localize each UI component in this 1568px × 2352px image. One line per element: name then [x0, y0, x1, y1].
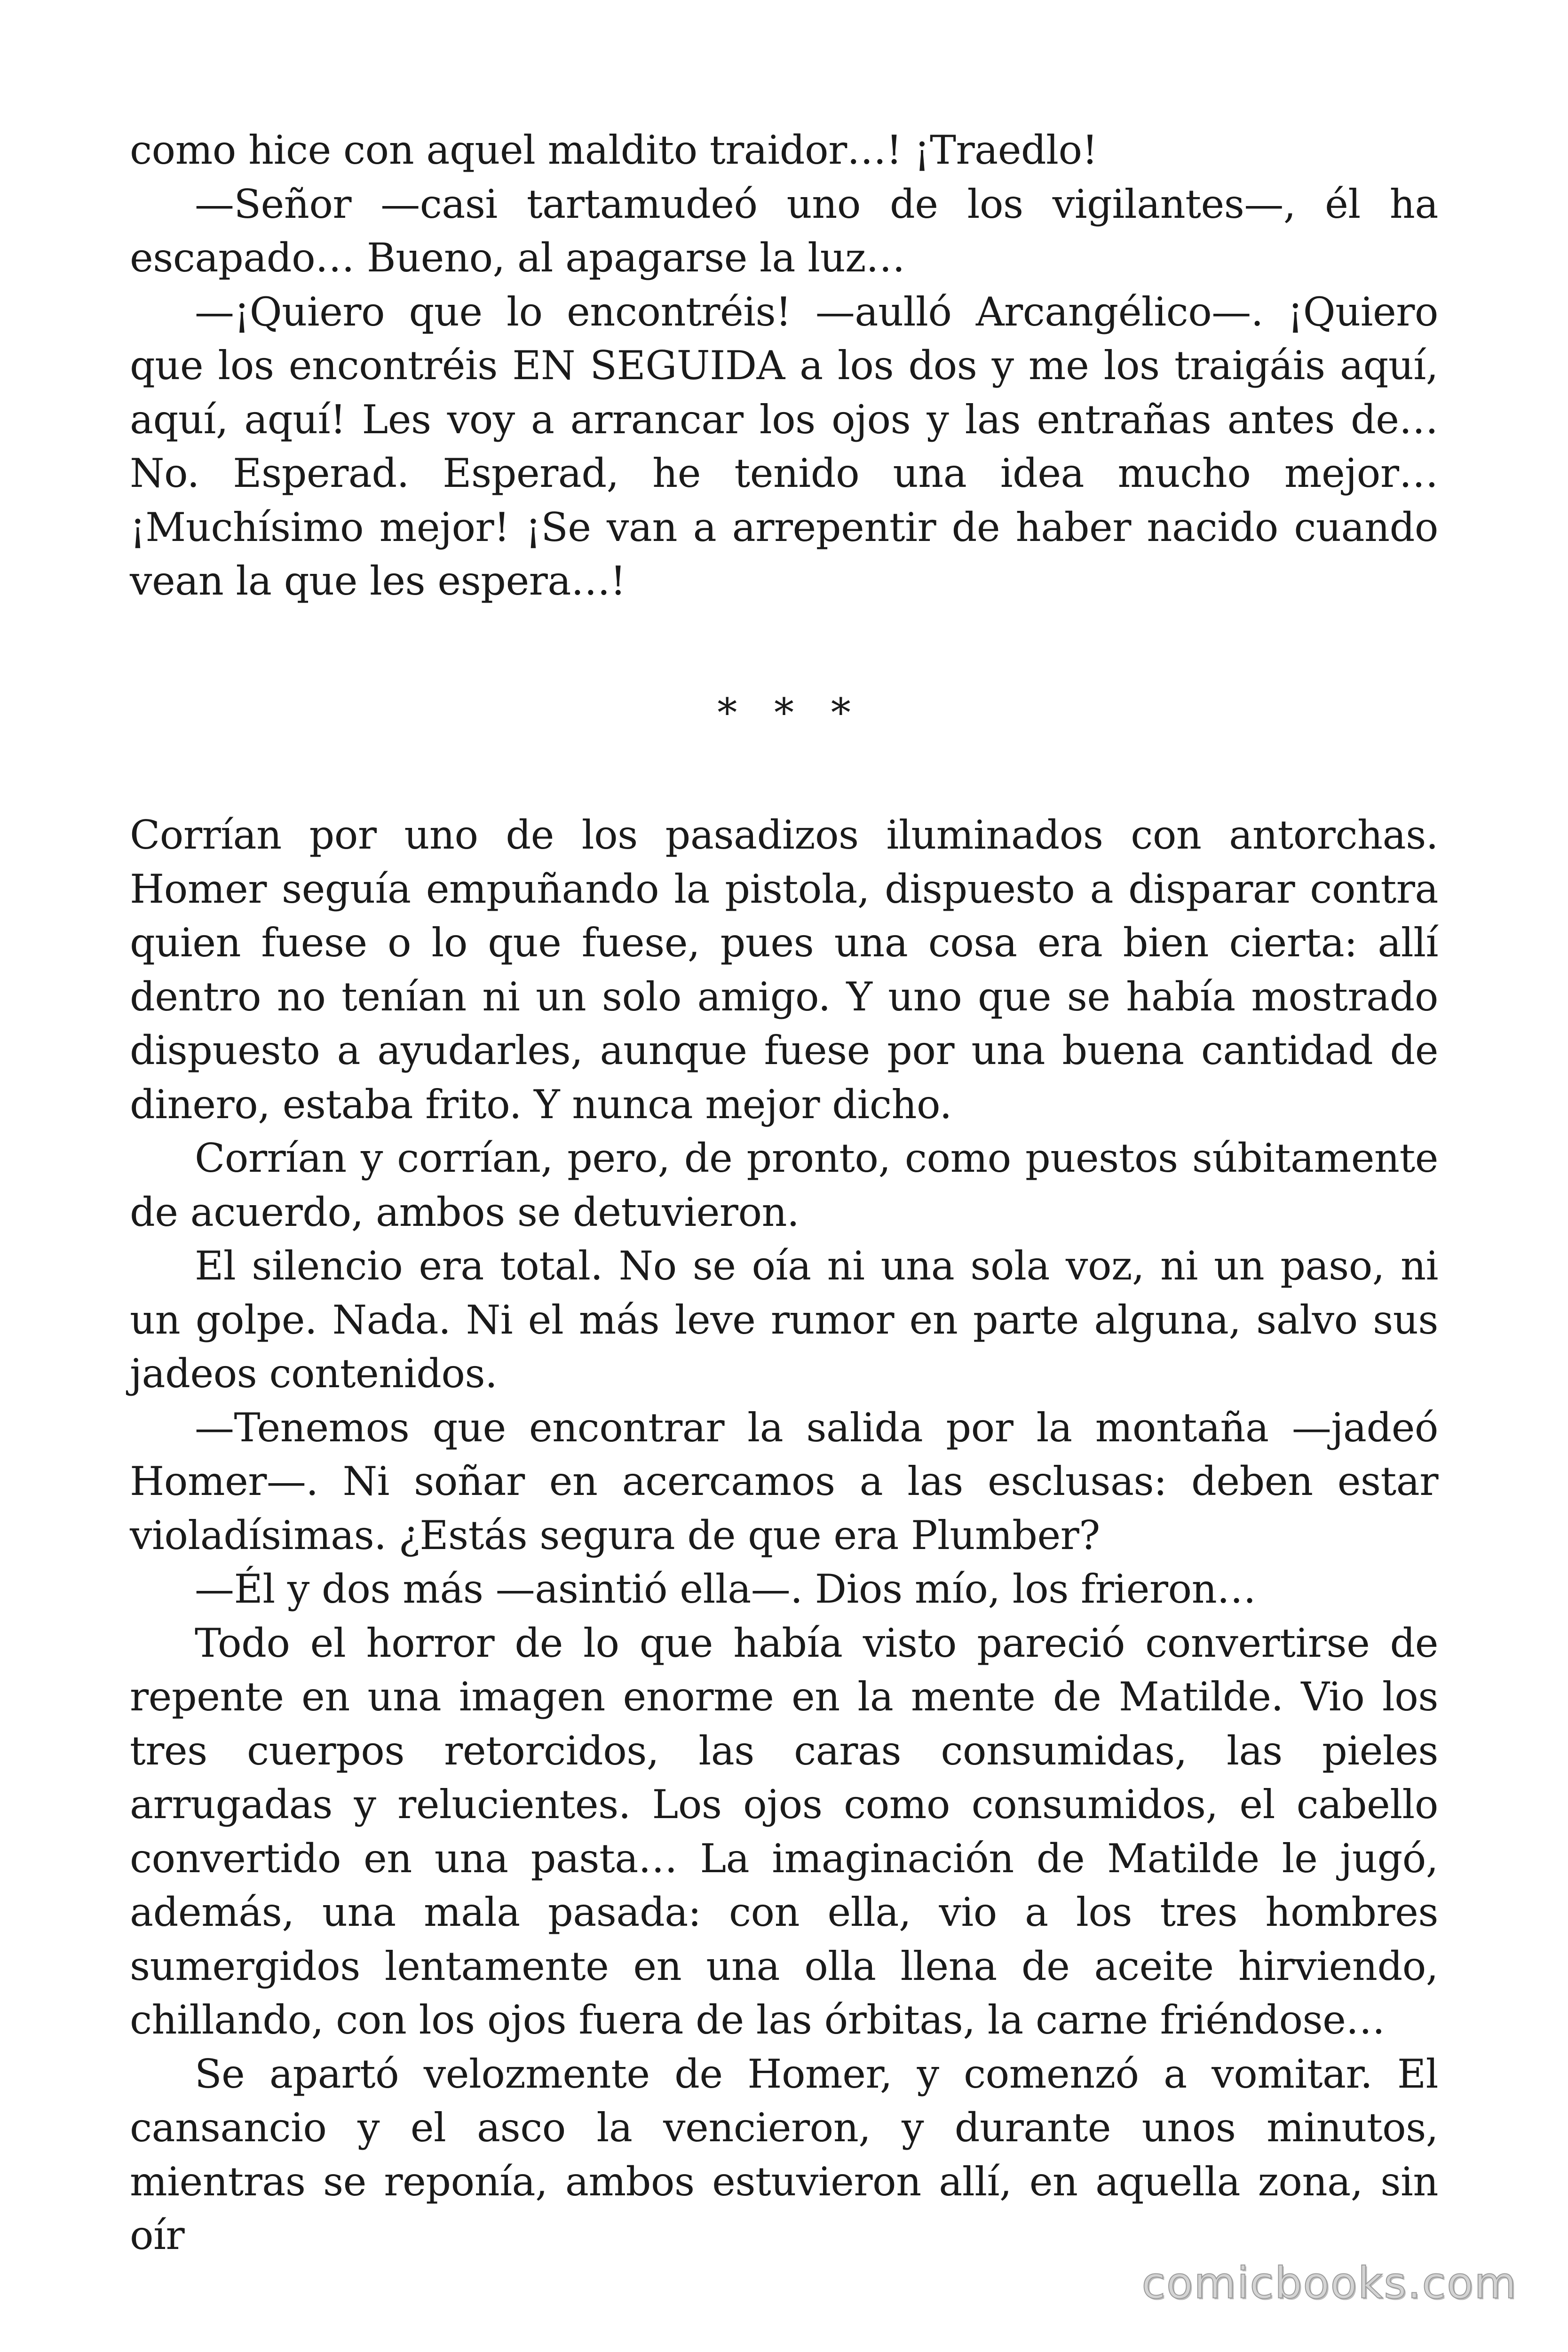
paragraph-dialogue-homer: —Tenemos que encontrar la salida por la montaña —jadeó Homer—. Ni soñar en acercamos a las esclusas: deben estar violadísimas. ¿Estás segura de que era Plumber?: [130, 1404, 1438, 1558]
paragraph-running: Corrían y corrían, pero, de pronto, como puestos súbitamente de acuerdo, ambos se detuvieron.: [130, 1135, 1438, 1235]
paragraph-silence: El silencio era total. No se oía ni una sola voz, ni un paso, ni un golpe. Nada. Ni el más leve rumor en parte alguna, salvo sus jadeos contenidos.: [130, 1243, 1438, 1397]
bottom-text-section: [130, 808, 1438, 2263]
top-text-section: [130, 123, 1438, 608]
paragraph-dialogue-arcangelico: —¡Quiero que lo encontréis! —aulló Arcangélico—. ¡Quiero que los encontréis EN SEGUIDA a los dos y me los traigáis aquí, aquí, aquí! Les voy a arrancar los ojos y las entrañas antes de… No. Esperad. Esperad, he tenido una idea mucho mejor… ¡Muchísimo mejor! ¡Se van a arrepentir de haber nacido cuando vean la que les espera…!: [130, 288, 1438, 604]
paragraph-continued: como hice con aquel maldito traidor…! ¡Traedlo!: [130, 127, 1098, 173]
paragraph-vomit: Se apartó velozmente de Homer, y comenzó a vomitar. El cansancio y el asco la vencieron, y durante unos minutos, mientras se reponía, ambos estuvieron allí, en aquella zona, sin oír: [130, 2050, 1438, 2258]
paragraph-horror: Todo el horror de lo que había visto pareció convertirse de repente en una imagen enorme en la mente de Matilde. Vio los tres cuerpos retorcidos, las caras consumidas, las pieles arrugadas y relucientes. Los ojos como consumidos, el cabello convertido en una pasta… La imaginación de Matilde le jugó, además, una mala pasada: con ella, vio a los tres hombres sumergidos lentamente en una olla llena de aceite hirviendo, chillando, con los ojos fuera de las órbitas, la carne friéndose…: [130, 1620, 1438, 2043]
paragraph-dialogue-guard: —Señor —casi tartamudeó uno de los vigilantes—, él ha escapado… Bueno, al apagarse la luz…: [130, 181, 1438, 281]
watermark-logo: comicbooks.com: [1141, 2258, 1517, 2308]
section-separator: * * *: [717, 690, 863, 736]
paragraph-dialogue-matilde: —Él y dos más —asintió ella—. Dios mío, los frieron…: [195, 1566, 1256, 1612]
paragraph-corridor: Corrían por uno de los pasadizos iluminados con antorchas. Homer seguía empuñando la pistola, dispuesto a disparar contra quien fuese o lo que fuese, pues una cosa era bien cierta: allí dentro no tenían ni un solo amigo. Y uno que se había mostrado dispuesto a ayudarles, aunque fuese por una buena cantidad de dinero, estaba frito. Y nunca mejor dicho.: [130, 812, 1438, 1128]
